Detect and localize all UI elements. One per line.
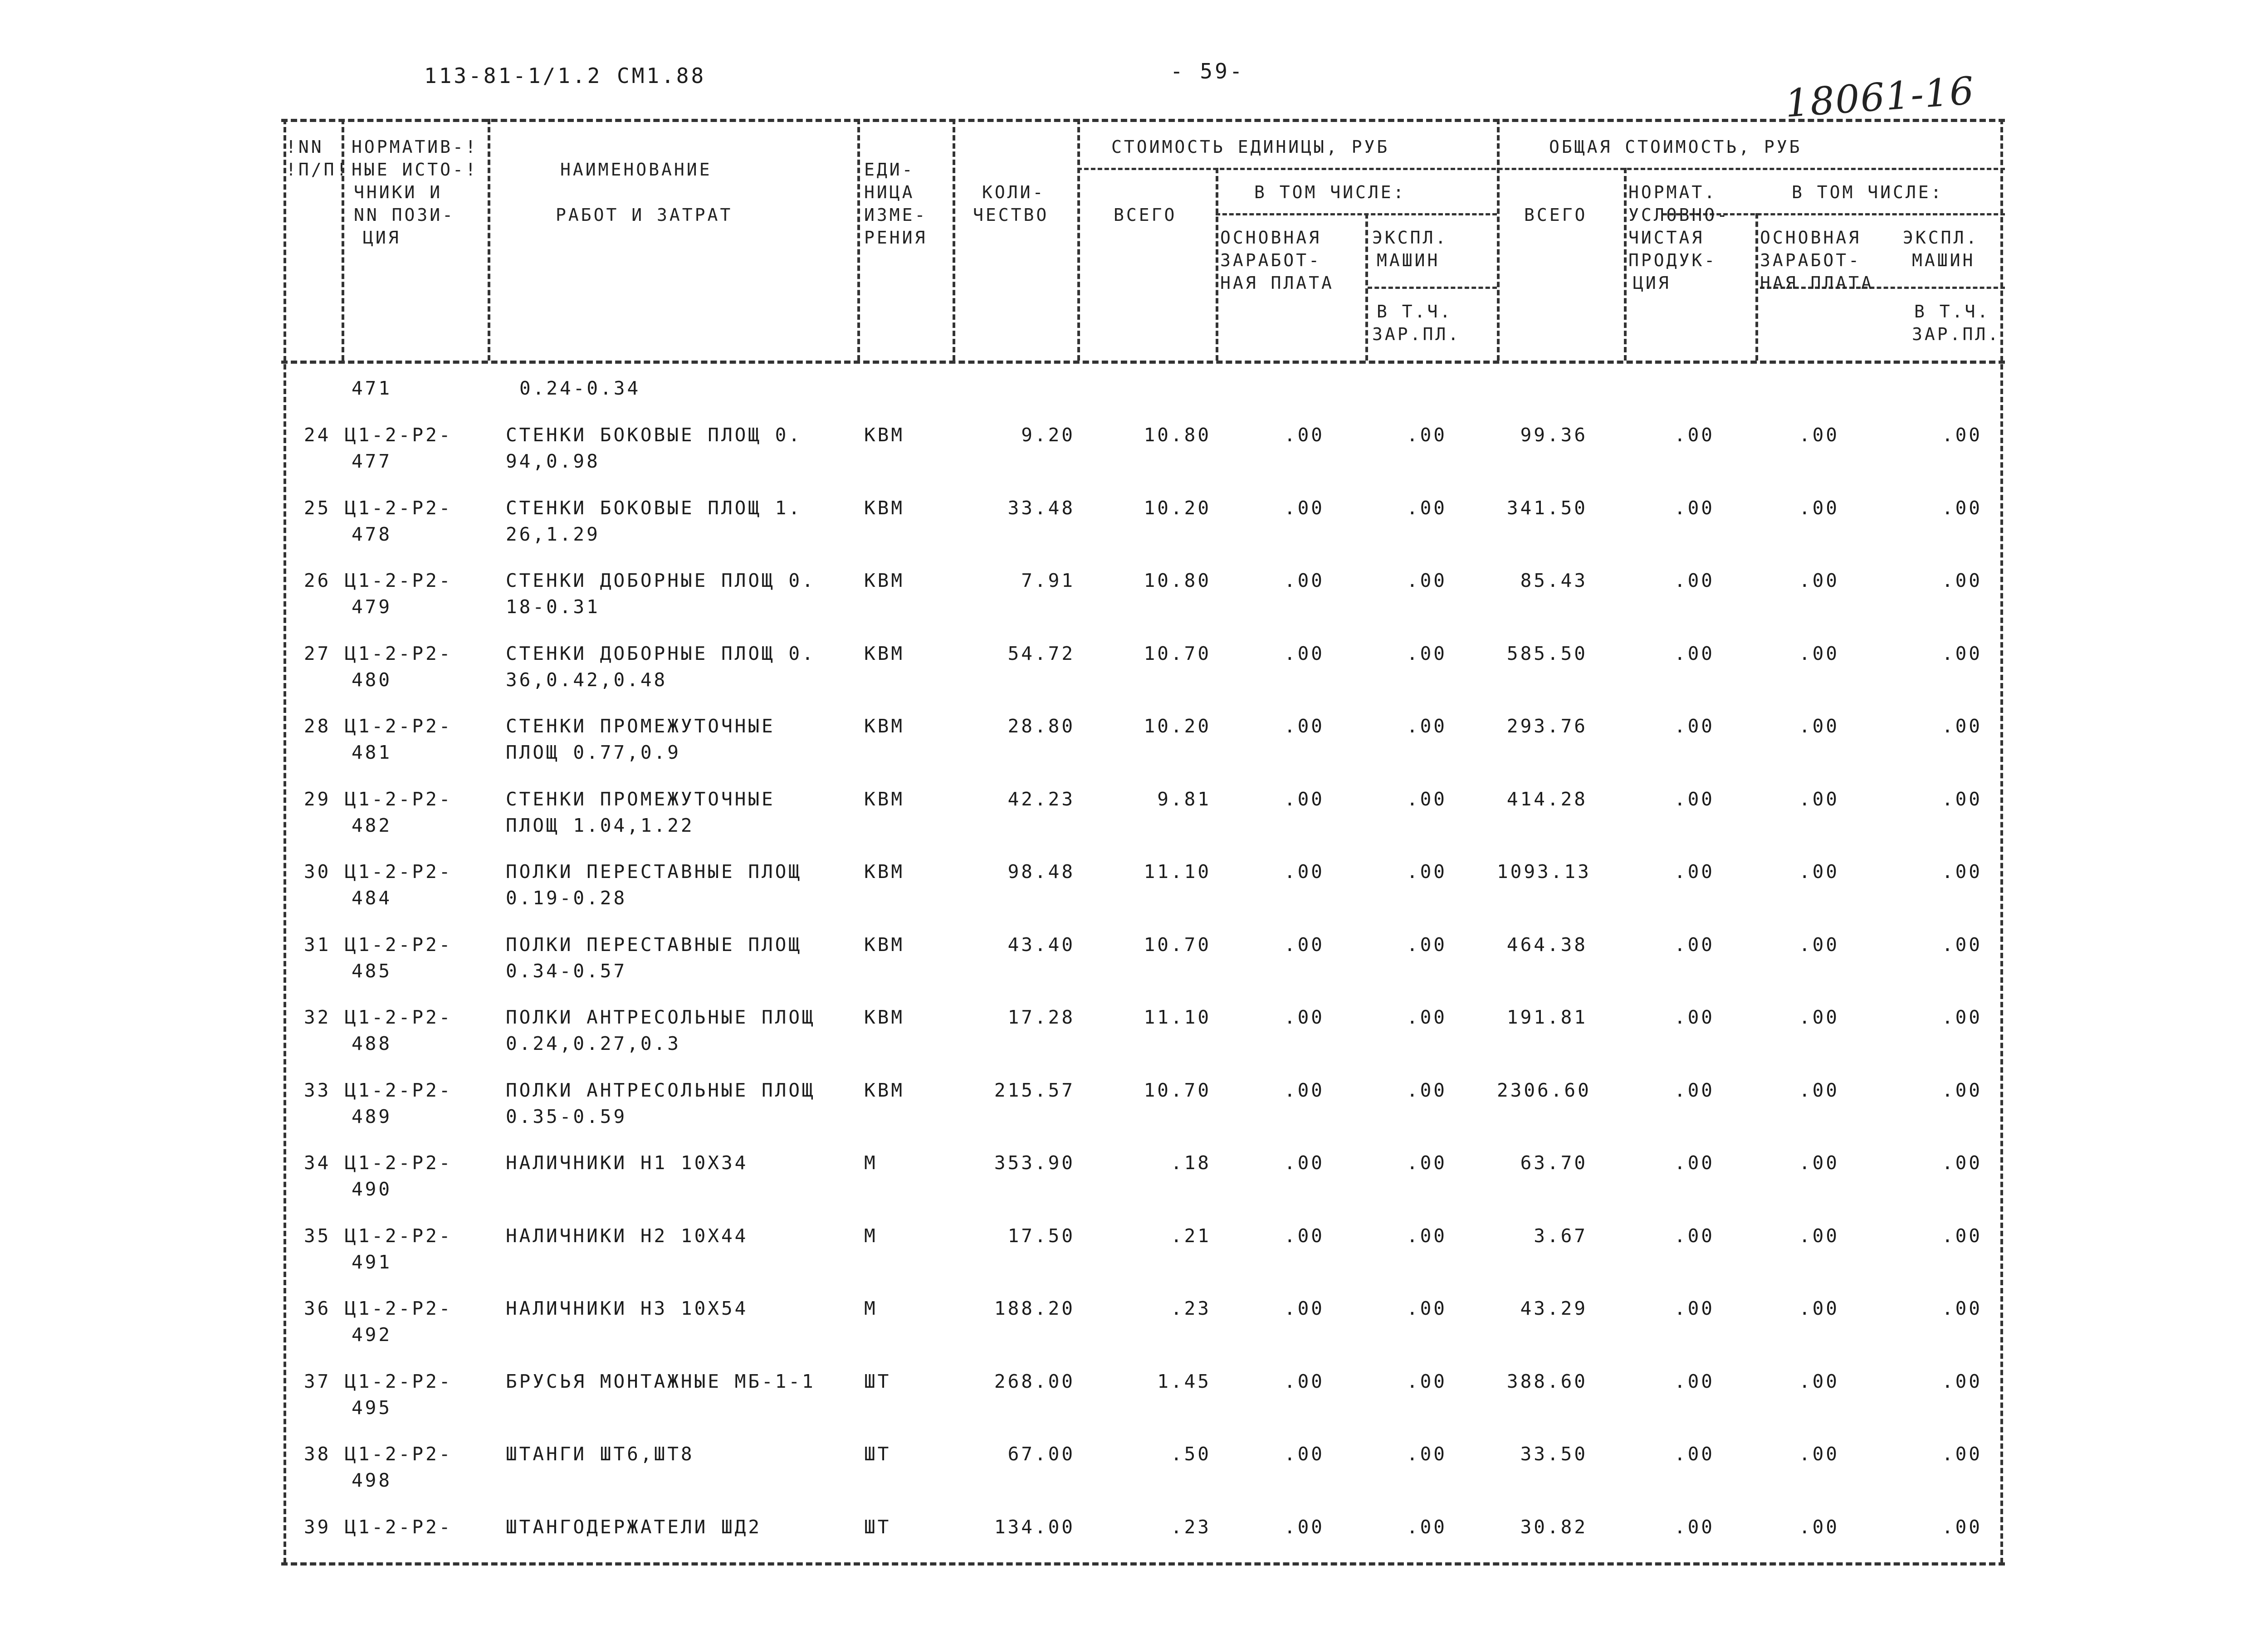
- cell-t-mach: .00: [1941, 715, 1982, 737]
- col-sep-5: [1077, 119, 1080, 361]
- cell-t-total: 99.36: [1520, 424, 1588, 446]
- cell-name1: НАЛИЧНИКИ Н3 10Х54: [506, 1297, 748, 1319]
- cell-t-total: 33.50: [1520, 1443, 1588, 1465]
- cell-n: 37: [304, 1370, 331, 1392]
- cell-u-mach: .00: [1406, 1079, 1447, 1101]
- cell-name2: 0.19-0.28: [506, 887, 627, 909]
- hdr-qty-1: КОЛИ-: [982, 182, 1046, 202]
- cell-t-total: 341.50: [1506, 497, 1588, 519]
- cell-u-wage: .00: [1284, 424, 1325, 446]
- cell-u-mach: .00: [1406, 715, 1447, 737]
- cell-u-total: .18: [1170, 1152, 1211, 1174]
- cell-t-mach: .00: [1941, 933, 1982, 956]
- hdr-unit-inclwage-2: ЗАР.ПЛ.: [1372, 324, 1461, 344]
- cell-qty: 43.40: [1007, 933, 1075, 956]
- cell-name2: 0.24,0.27,0.3: [506, 1033, 681, 1054]
- cell-code: Ц1-2-Р2-: [345, 497, 453, 519]
- cell-n: 30: [304, 861, 331, 883]
- cell-unit: КВМ: [864, 424, 905, 446]
- cell-t-norm: .00: [1674, 1443, 1715, 1465]
- cell-t-total: 414.28: [1506, 788, 1588, 810]
- cell-t-norm: .00: [1674, 1297, 1715, 1319]
- cell-name1: ПОЛКИ ПЕРЕСТАВНЫЕ ПЛОЩ: [506, 861, 802, 883]
- cell-name2: 18-0.31: [506, 596, 600, 618]
- cell-name1: СТЕНКИ ДОБОРНЫЕ ПЛОЩ 0.: [506, 642, 816, 664]
- cell-name1: СТЕНКИ ПРОМЕЖУТОЧНЫЕ: [506, 788, 775, 810]
- cell-n: 38: [304, 1443, 331, 1465]
- cell-n: 27: [304, 642, 331, 664]
- cell-n: 35: [304, 1224, 331, 1247]
- cell-t-norm: .00: [1674, 788, 1715, 810]
- cell-n: 36: [304, 1297, 331, 1319]
- cell-code: Ц1-2-Р2-: [345, 788, 453, 810]
- cell-pos: 490: [352, 1178, 392, 1200]
- cell-qty: 17.50: [1007, 1224, 1075, 1247]
- cell-u-wage: .00: [1284, 861, 1325, 883]
- cell-u-wage: .00: [1284, 1079, 1325, 1101]
- cell-n: 39: [304, 1516, 331, 1538]
- hdr-qty-2: ЧЕСТВО: [973, 205, 1049, 225]
- cell-u-total: 10.70: [1144, 1079, 1211, 1101]
- hdr-total-wage-3: НАЯ ПЛАТА: [1760, 273, 1874, 293]
- cell-pos: 481: [352, 741, 392, 763]
- cell-u-wage: .00: [1284, 788, 1325, 810]
- cell-u-wage: .00: [1284, 933, 1325, 956]
- hdr-norm-net-1: НОРМАТ.: [1628, 182, 1717, 202]
- cell-u-wage: .00: [1284, 1370, 1325, 1392]
- cell-t-total: 464.38: [1506, 933, 1588, 956]
- cell-unit: ШТ: [864, 1516, 891, 1538]
- cell-t-wage: .00: [1799, 1079, 1839, 1101]
- cell-t-total: 191.81: [1506, 1006, 1588, 1028]
- cell-name1: СТЕНКИ БОКОВЫЕ ПЛОЩ 0.: [506, 424, 802, 446]
- cell-pos: 495: [352, 1396, 392, 1419]
- col-sep-2: [488, 119, 490, 361]
- cell-code: Ц1-2-Р2-: [345, 715, 453, 737]
- cell-t-total: 85.43: [1520, 570, 1588, 591]
- cell-u-mach: .00: [1406, 1370, 1447, 1392]
- cell-u-wage: .00: [1284, 1443, 1325, 1465]
- right-border: [2000, 119, 2003, 1563]
- col-sep-3: [857, 119, 860, 361]
- cell-unit: КВМ: [864, 933, 905, 956]
- cell-u-total: 11.10: [1144, 1006, 1211, 1028]
- hdr-work-2: РАБОТ И ЗАТРАТ: [556, 205, 733, 225]
- cell-name1: ПОЛКИ АНТРЕСОЛЬНЫЕ ПЛОЩ: [506, 1006, 816, 1028]
- cell-t-mach: .00: [1941, 570, 1982, 591]
- cell-n: 32: [304, 1006, 331, 1028]
- cell-u-mach: .00: [1406, 497, 1447, 519]
- cell-code: Ц1-2-Р2-: [345, 1006, 453, 1028]
- cell-code: Ц1-2-Р2-: [345, 861, 453, 883]
- cell-t-norm: .00: [1674, 1079, 1715, 1101]
- cell-u-mach: .00: [1406, 861, 1447, 883]
- cell-qty: 67.00: [1007, 1443, 1075, 1465]
- cell-u-wage: .00: [1284, 715, 1325, 737]
- cell-t-norm: .00: [1674, 1370, 1715, 1392]
- hdr-unit-wage-1: ОСНОВНАЯ: [1220, 228, 1322, 248]
- cell-u-mach: .00: [1406, 424, 1447, 446]
- cell-u-total: 10.80: [1144, 424, 1211, 446]
- cell-t-wage: .00: [1799, 1370, 1839, 1392]
- cell-qty: 33.48: [1007, 497, 1075, 519]
- cell-name1: НАЛИЧНИКИ Н1 10Х34: [506, 1152, 748, 1174]
- cell-t-wage: .00: [1799, 933, 1839, 956]
- cell-u-mach: .00: [1406, 1152, 1447, 1174]
- cell-pos: 485: [352, 960, 392, 982]
- cell-code: Ц1-2-Р2-: [345, 424, 453, 446]
- cell-name1: БРУСЬЯ МОНТАЖНЫЕ МБ-1-1: [506, 1370, 816, 1392]
- cell-unit: КВМ: [864, 861, 905, 883]
- cell-u-total: 11.10: [1144, 861, 1211, 883]
- cell-n: 26: [304, 570, 331, 591]
- hdr-unit-wage-2: ЗАРАБОТ-: [1220, 250, 1322, 270]
- cell-t-norm: .00: [1674, 1224, 1715, 1247]
- cell-n: 28: [304, 715, 331, 737]
- hdr-total-mach-1: ЭКСПЛ.: [1903, 228, 1979, 248]
- hdr-unit-mach-1: ЭКСПЛ.: [1372, 228, 1448, 248]
- hdr-norm-net-4: ПРОДУК-: [1628, 250, 1717, 270]
- cell-u-mach: .00: [1406, 1297, 1447, 1319]
- cell-name1: ШТАНГИ ШТ6,ШТ8: [506, 1443, 694, 1465]
- cell-t-norm: .00: [1674, 715, 1715, 737]
- cell-pos: 492: [352, 1324, 392, 1346]
- cell-t-mach: .00: [1941, 1443, 1982, 1465]
- cell-code: Ц1-2-Р2-: [345, 642, 453, 664]
- cell-code: Ц1-2-Р2-: [345, 1516, 453, 1538]
- cell-qty: 134.00: [994, 1516, 1075, 1538]
- cell-t-total: 2306.60: [1497, 1079, 1591, 1101]
- hdr-unit-wage-3: НАЯ ПЛАТА: [1220, 273, 1334, 293]
- hdr-unit-3: ИЗМЕ-: [864, 205, 928, 225]
- cell-t-norm: .00: [1674, 1516, 1715, 1538]
- hdr-norm-net-2: УСЛОВНО-: [1628, 205, 1730, 225]
- cell-unit: КВМ: [864, 715, 905, 737]
- cell-name2: 36,0.42,0.48: [506, 668, 668, 691]
- cell-u-mach: .00: [1406, 570, 1447, 591]
- cell-unit: М: [864, 1224, 878, 1247]
- cell-t-mach: .00: [1941, 1370, 1982, 1392]
- hdr-total-total: ВСЕГО: [1524, 205, 1588, 225]
- cell-name1: ПОЛКИ АНТРЕСОЛЬНЫЕ ПЛОЩ: [506, 1079, 816, 1101]
- cell-qty: 215.57: [994, 1079, 1075, 1101]
- continuation-name: 0.24-0.34: [519, 377, 641, 399]
- cell-t-norm: .00: [1674, 933, 1715, 956]
- cell-name1: СТЕНКИ БОКОВЫЕ ПЛОЩ 1.: [506, 497, 802, 519]
- cell-u-mach: .00: [1406, 933, 1447, 956]
- cell-qty: 188.20: [994, 1297, 1075, 1319]
- hdr-norm-5: ЦИЯ: [363, 228, 401, 248]
- cell-pos: 480: [352, 668, 392, 691]
- cell-t-wage: .00: [1799, 1297, 1839, 1319]
- cell-u-total: 10.80: [1144, 570, 1211, 591]
- cell-u-mach: .00: [1406, 1006, 1447, 1028]
- cell-u-wage: .00: [1284, 1297, 1325, 1319]
- cell-name1: НАЛИЧНИКИ Н2 10Х44: [506, 1224, 748, 1247]
- cell-t-wage: .00: [1799, 861, 1839, 883]
- hdr-norm-4: NN ПОЗИ-: [354, 205, 455, 225]
- page-number: - 59-: [1170, 59, 1245, 83]
- hdr-norm-3: ЧНИКИ И: [354, 182, 443, 202]
- col-sep-6: [1216, 168, 1218, 361]
- cell-pos: 478: [352, 523, 392, 545]
- cell-qty: 17.28: [1007, 1006, 1075, 1028]
- cell-u-total: 10.20: [1144, 715, 1211, 737]
- cell-unit: КВМ: [864, 1006, 905, 1028]
- cell-code: Ц1-2-Р2-: [345, 1152, 453, 1174]
- unit-mach-rule: [1368, 287, 1497, 289]
- col-sep-8: [1497, 119, 1500, 361]
- hdr-unit-mach-2: МАШИН: [1377, 250, 1440, 270]
- cell-t-mach: .00: [1941, 1516, 1982, 1538]
- cell-pos: 479: [352, 596, 392, 618]
- cell-u-total: .50: [1170, 1443, 1211, 1465]
- continuation-pos: 471: [352, 377, 392, 399]
- cell-qty: 7.91: [1021, 570, 1075, 591]
- cell-code: Ц1-2-Р2-: [345, 1297, 453, 1319]
- cell-n: 29: [304, 788, 331, 810]
- cell-code: Ц1-2-Р2-: [345, 1370, 453, 1392]
- hdr-total-wage-1: ОСНОВНАЯ: [1760, 228, 1862, 248]
- cell-t-mach: .00: [1941, 861, 1982, 883]
- cell-pos: 489: [352, 1105, 392, 1127]
- cell-code: Ц1-2-Р2-: [345, 1443, 453, 1465]
- table-bottom-rule: [281, 1562, 2005, 1566]
- cell-u-total: 10.70: [1144, 642, 1211, 664]
- cell-t-wage: .00: [1799, 424, 1839, 446]
- cell-t-total: 63.70: [1520, 1152, 1588, 1174]
- cell-name2: ПЛОЩ 1.04,1.22: [506, 814, 694, 836]
- cell-pos: 491: [352, 1251, 392, 1273]
- cell-t-wage: .00: [1799, 642, 1839, 664]
- cell-code: Ц1-2-Р2-: [345, 1224, 453, 1247]
- cell-unit: КВМ: [864, 570, 905, 591]
- col-sep-7: [1365, 213, 1368, 361]
- cell-u-wage: .00: [1284, 1224, 1325, 1247]
- hdr-nn: !NN: [286, 137, 324, 157]
- cell-t-norm: .00: [1674, 497, 1715, 519]
- cell-u-total: .21: [1170, 1224, 1211, 1247]
- cell-t-wage: .00: [1799, 1152, 1839, 1174]
- cell-code: Ц1-2-Р2-: [345, 570, 453, 591]
- cell-t-mach: .00: [1941, 1297, 1982, 1319]
- hdr-unit-total: ВСЕГО: [1114, 205, 1177, 225]
- cell-name2: 26,1.29: [506, 523, 600, 545]
- cell-qty: 9.20: [1021, 424, 1075, 446]
- hdr-unit-2: НИЦА: [864, 182, 915, 202]
- cell-u-wage: .00: [1284, 1006, 1325, 1028]
- col-sep-4: [953, 119, 955, 361]
- cell-n: 25: [304, 497, 331, 519]
- hdr-work-1: НАИМЕНОВАНИЕ: [560, 160, 712, 180]
- header-bottom-rule: [281, 361, 2005, 364]
- cell-u-total: .23: [1170, 1516, 1211, 1538]
- hdr-total-mach-2: МАШИН: [1912, 250, 1975, 270]
- cell-t-mach: .00: [1941, 1006, 1982, 1028]
- cell-pos: 484: [352, 887, 392, 909]
- cell-t-total: 1093.13: [1497, 861, 1591, 883]
- hdr-norm-1: НОРМАТИВ-!: [352, 137, 478, 157]
- cell-t-wage: .00: [1799, 497, 1839, 519]
- cell-u-mach: .00: [1406, 1516, 1447, 1538]
- cell-u-wage: .00: [1284, 642, 1325, 664]
- cell-qty: 42.23: [1007, 788, 1075, 810]
- hdr-norm-2: НЫЕ ИСТО-!: [352, 160, 478, 180]
- hdr-pp: !П/П!: [286, 160, 349, 180]
- cell-name1: ПОЛКИ ПЕРЕСТАВНЫЕ ПЛОЩ: [506, 933, 802, 956]
- cell-u-wage: .00: [1284, 1516, 1325, 1538]
- cell-n: 34: [304, 1152, 331, 1174]
- cell-t-norm: .00: [1674, 642, 1715, 664]
- cell-u-total: 10.70: [1144, 933, 1211, 956]
- cell-u-wage: .00: [1284, 497, 1325, 519]
- left-border: [284, 119, 286, 1563]
- hdr-total-inclwage-1: В Т.Ч.: [1914, 302, 1990, 322]
- cell-t-wage: .00: [1799, 788, 1839, 810]
- cell-t-wage: .00: [1799, 1516, 1839, 1538]
- cell-t-wage: .00: [1799, 570, 1839, 591]
- cell-t-total: 43.29: [1520, 1297, 1588, 1319]
- col-sep-1: [342, 119, 344, 361]
- hdr-total-incl: В ТОМ ЧИСЛЕ:: [1792, 182, 1944, 202]
- cell-name2: ПЛОЩ 0.77,0.9: [506, 741, 681, 763]
- cell-code: Ц1-2-Р2-: [345, 933, 453, 956]
- cell-t-mach: .00: [1941, 642, 1982, 664]
- cell-name1: ШТАНГОДЕРЖАТЕЛИ ШД2: [506, 1516, 762, 1538]
- cell-n: 33: [304, 1079, 331, 1101]
- cell-unit: ШТ: [864, 1370, 891, 1392]
- handwritten-mark: 18061-16: [1784, 68, 1976, 126]
- cell-t-total: 3.67: [1534, 1224, 1588, 1247]
- table-top-rule: [281, 119, 2005, 122]
- hdr-unit-cost-group: СТОИМОСТЬ ЕДИНИЦЫ, РУБ: [1111, 137, 1390, 157]
- cell-t-mach: .00: [1941, 1152, 1982, 1174]
- cell-t-mach: .00: [1941, 1079, 1982, 1101]
- cell-unit: М: [864, 1297, 878, 1319]
- hdr-unit-inclwage-1: В Т.Ч.: [1377, 302, 1453, 322]
- unit-subgroup-rule: [1216, 213, 1497, 215]
- hdr-total-cost-group: ОБЩАЯ СТОИМОСТЬ, РУБ: [1549, 137, 1802, 157]
- cell-t-wage: .00: [1799, 1443, 1839, 1465]
- cell-t-mach: .00: [1941, 497, 1982, 519]
- col-sep-9: [1624, 168, 1627, 361]
- cell-pos: 488: [352, 1033, 392, 1054]
- cell-t-wage: .00: [1799, 715, 1839, 737]
- cell-name2: 94,0.98: [506, 450, 600, 472]
- cell-name2: 0.34-0.57: [506, 960, 627, 982]
- cell-unit: М: [864, 1152, 878, 1174]
- cell-unit: КВМ: [864, 642, 905, 664]
- cell-t-total: 585.50: [1506, 642, 1588, 664]
- col-sep-10: [1755, 213, 1758, 361]
- cell-t-norm: .00: [1674, 570, 1715, 591]
- hdr-total-wage-2: ЗАРАБОТ-: [1760, 250, 1862, 270]
- cell-pos: 482: [352, 814, 392, 836]
- cell-t-mach: .00: [1941, 1224, 1982, 1247]
- cell-t-wage: .00: [1799, 1006, 1839, 1028]
- hdr-total-inclwage-2: ЗАР.ПЛ.: [1912, 324, 2001, 344]
- cell-code: Ц1-2-Р2-: [345, 1079, 453, 1101]
- hdr-norm-net-3: ЧИСТАЯ: [1628, 228, 1705, 248]
- hdr-unit-1: ЕДИ-: [864, 160, 915, 180]
- cell-t-norm: .00: [1674, 1006, 1715, 1028]
- cell-unit: КВМ: [864, 497, 905, 519]
- cell-n: 31: [304, 933, 331, 956]
- cell-t-mach: .00: [1941, 424, 1982, 446]
- cell-qty: 353.90: [994, 1152, 1075, 1174]
- cell-u-wage: .00: [1284, 1152, 1325, 1174]
- document-code: 113-81-1/1.2 СМ1.88: [424, 63, 706, 88]
- cell-qty: 98.48: [1007, 861, 1075, 883]
- cell-t-total: 30.82: [1520, 1516, 1588, 1538]
- cell-t-total: 293.76: [1506, 715, 1588, 737]
- cell-qty: 268.00: [994, 1370, 1075, 1392]
- cell-u-total: 10.20: [1144, 497, 1211, 519]
- cell-name1: СТЕНКИ ПРОМЕЖУТОЧНЫЕ: [506, 715, 775, 737]
- cell-u-mach: .00: [1406, 788, 1447, 810]
- cell-u-mach: .00: [1406, 642, 1447, 664]
- hdr-unit-incl: В ТОМ ЧИСЛЕ:: [1254, 182, 1406, 202]
- cell-n: 24: [304, 424, 331, 446]
- cell-t-mach: .00: [1941, 788, 1982, 810]
- cell-unit: КВМ: [864, 788, 905, 810]
- cell-t-total: 388.60: [1506, 1370, 1588, 1392]
- cell-t-norm: .00: [1674, 1152, 1715, 1174]
- hdr-norm-net-5: ЦИЯ: [1633, 273, 1671, 293]
- cell-name1: СТЕНКИ ДОБОРНЫЕ ПЛОЩ 0.: [506, 570, 816, 591]
- cell-qty: 54.72: [1007, 642, 1075, 664]
- cell-t-wage: .00: [1799, 1224, 1839, 1247]
- cell-u-total: 1.45: [1157, 1370, 1211, 1392]
- cell-unit: КВМ: [864, 1079, 905, 1101]
- cell-t-norm: .00: [1674, 424, 1715, 446]
- cell-u-total: .23: [1170, 1297, 1211, 1319]
- cell-unit: ШТ: [864, 1443, 891, 1465]
- cell-u-wage: .00: [1284, 570, 1325, 591]
- cell-name2: 0.35-0.59: [506, 1105, 627, 1127]
- cell-pos: 477: [352, 450, 392, 472]
- hdr-unit-4: РЕНИЯ: [864, 228, 928, 248]
- cell-qty: 28.80: [1007, 715, 1075, 737]
- cell-u-mach: .00: [1406, 1443, 1447, 1465]
- cell-u-mach: .00: [1406, 1224, 1447, 1247]
- cell-t-norm: .00: [1674, 861, 1715, 883]
- cell-pos: 498: [352, 1469, 392, 1491]
- cell-u-total: 9.81: [1157, 788, 1211, 810]
